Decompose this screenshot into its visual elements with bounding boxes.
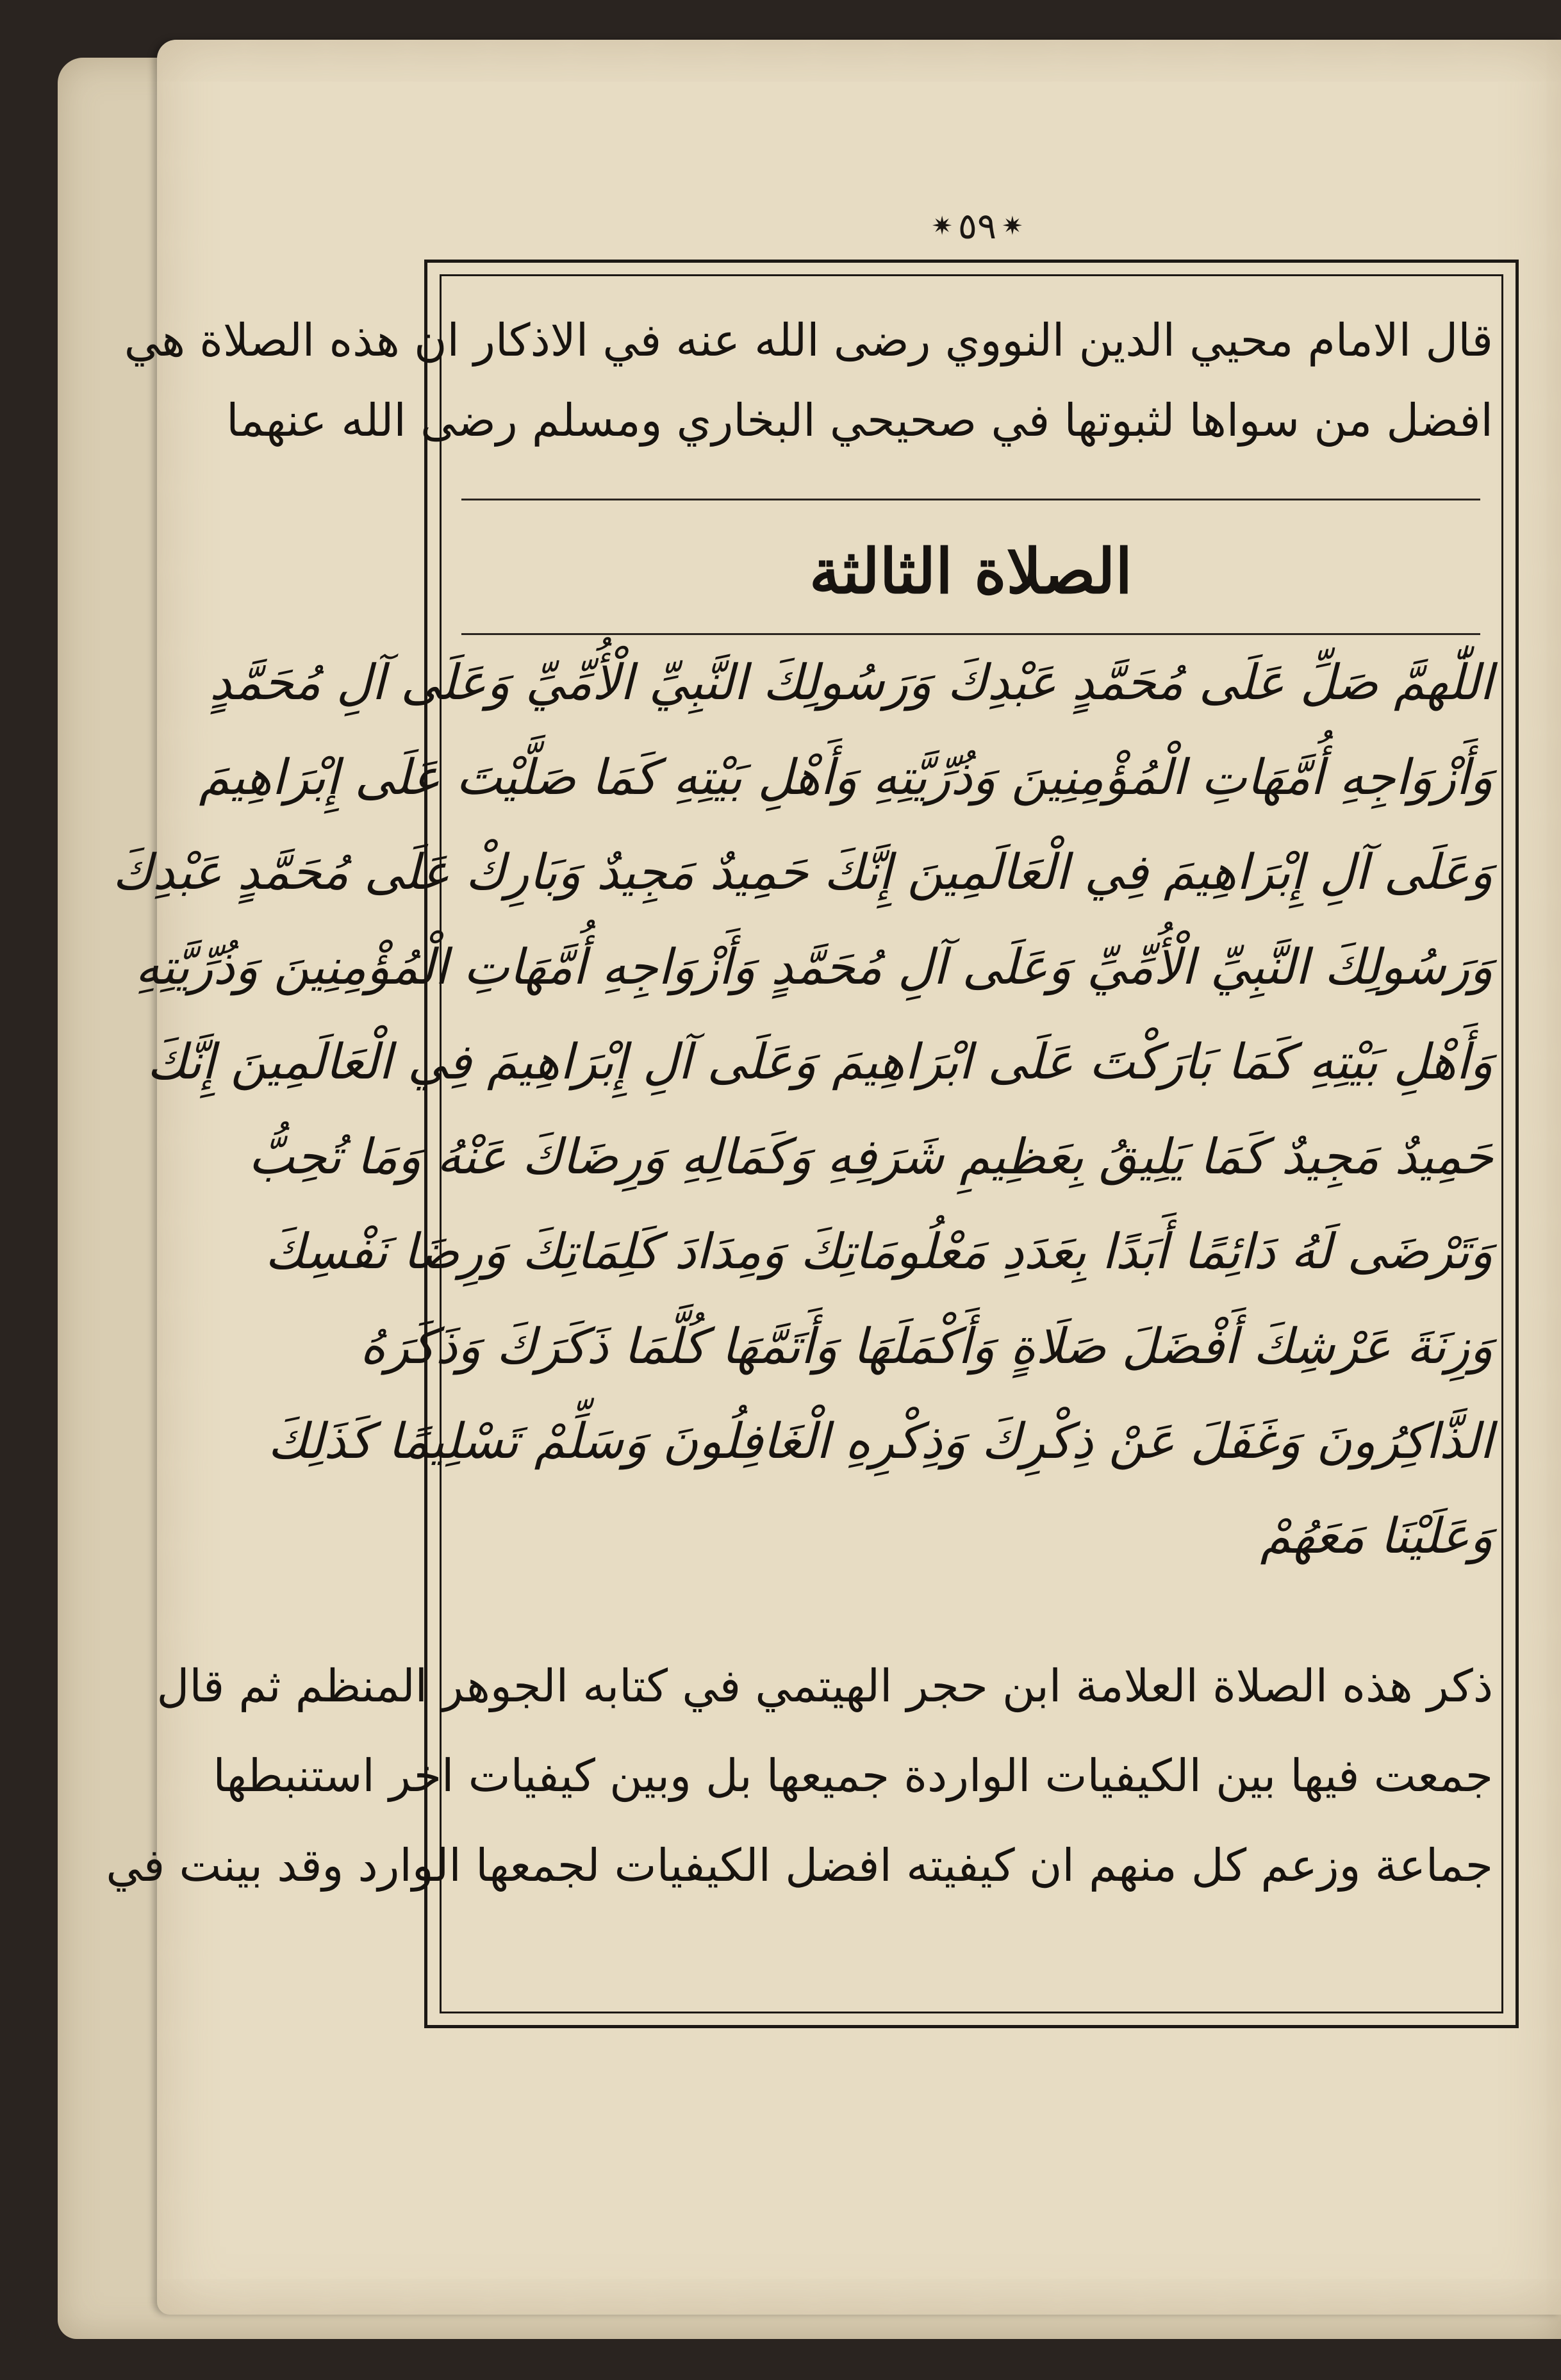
prayer-line: وَعَلَيْنَا مَعَهُمْ [1260,1507,1493,1564]
note-line: ذكر هذه الصلاة العلامة ابن حجر الهيتمي في كتابه الجوهر المنظم ثم قال [156,1660,1493,1712]
text-block [106,282,1493,2006]
prayer-line: حَمِيدٌ مَجِيدٌ كَمَا يَلِيقُ بِعَظِيمِ شَرَفِهِ وَكَمَالِهِ وَرِضَاكَ عَنْهُ وَمَا تُحِبُّ [248,1128,1493,1185]
divider-rule [461,499,1480,500]
page-number-text: ٥٩ [957,205,997,247]
ornament-left: ✷ [1002,211,1023,241]
prayer-line: وَتَرْضَى لَهُ دَائِمًا أَبَدًا بِعَدَدِ مَعْلُومَاتِكَ وَمِدَادَ كَلِمَاتِكَ وَرِضَا نَفْسِكَ [265,1223,1493,1280]
prayer-line: وَعَلَى آلِ إِبْرَاهِيمَ فِي الْعَالَمِينَ إِنَّكَ حَمِيدٌ مَجِيدٌ وَبَارِكْ عَلَى مُحَمَّدٍ عَبْدِكَ [112,843,1493,900]
prayer-line: وَأَزْوَاجِهِ أُمَّهَاتِ الْمُؤْمِنِينَ وَذُرِّيَّتِهِ وَأَهْلِ بَيْتِهِ كَمَا صَلَّيْتَ عَلَى إِبْرَاهِيمَ [199,748,1493,806]
prayer-line: وَزِنَةَ عَرْشِكَ أَفْضَلَ صَلَاةٍ وَأَكْمَلَهَا وَأَتَمَّهَا كُلَّمَا ذَكَرَكَ وَذَكَرَهُ [359,1318,1493,1375]
prayer-line: وَأَهْلِ بَيْتِهِ كَمَا بَارَكْتَ عَلَى ابْرَاهِيمَ وَعَلَى آلِ إِبْرَاهِيمَ فِي الْعَالَمِينَ إِنَّكَ [147,1033,1493,1090]
prayer-line: اللّٰهمَّ صَلِّ عَلَى مُحَمَّدٍ عَبْدِكَ وَرَسُولِكَ النَّبِيِّ الْأُمِّيِّ وَعَلَى آلِ مُحَمَّدٍ [209,654,1493,711]
section-heading: الصلاة الثالثة [809,535,1132,607]
prayer-line: وَرَسُولِكَ النَّبِيِّ الْأُمِّيِّ وَعَلَى آلِ مُحَمَّدٍ وَأَزْوَاجِهِ أُمَّهَاتِ الْمُؤْمِنِينَ وَذُرِّيَّتِهِ [135,938,1493,995]
divider-rule [461,633,1480,635]
ornament-right: ✷ [931,211,953,241]
note-line: جمعت فيها بين الكيفيات الواردة جميعها بل وبين كيفيات اخر استنبطها [213,1749,1493,1802]
intro-line: قال الامام محيي الدين النووي رضى الله عنه في الاذكار ان هذه الصلاة هي [124,314,1493,367]
page-number [910,204,1045,249]
note-line: جماعة وزعم كل منهم ان كيفيته افضل الكيفيات لجمعها الوارد وقد بينت في [106,1839,1493,1892]
prayer-line: الذَّاكِرُونَ وَغَفَلَ عَنْ ذِكْرِكَ وَذِكْرِهِ الْغَافِلُونَ وَسَلِّمْ تَسْلِيمًا كَذَلِكَ [267,1412,1493,1469]
intro-line: افضل من سواها لثبوتها في صحيحي البخاري ومسلم رضى الله عنهما [226,394,1493,447]
